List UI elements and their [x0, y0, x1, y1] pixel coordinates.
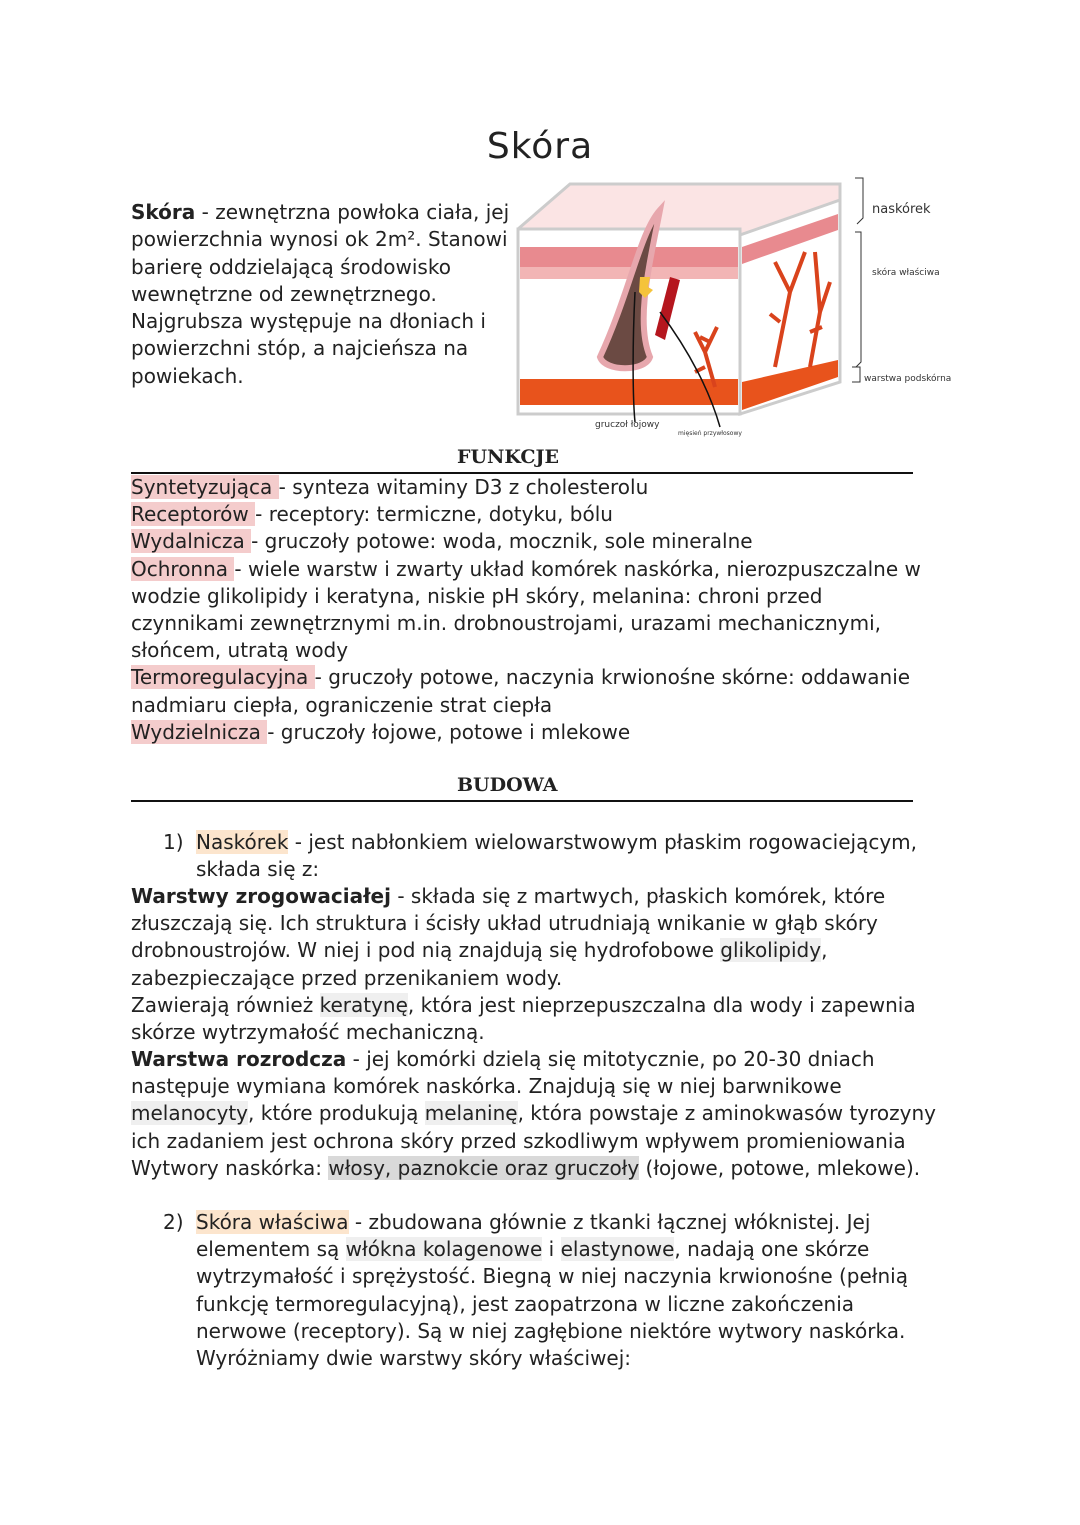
function-desc: - wiele warstw i zwarty układ komórek naskórka, nierozpuszczalne w wodzie glikolipidy i keratyna, niskie pH skóry, melanina: chroni przed czynnikami zewnętrznymi m.in. drobnoustrojami, urazami mechanicznymi, słońcem, utratą wody	[131, 556, 921, 663]
label-sebaceous-gland: gruczoł łojowy	[595, 420, 660, 430]
function-item	[131, 556, 941, 665]
function-item	[131, 664, 941, 718]
text: - zbudowana głównie z tkanki łącznej włóknistej. Jej elementem są	[196, 1210, 871, 1262]
intro-term: Skóra	[131, 200, 196, 224]
highlight: keratynę	[319, 992, 408, 1017]
function-name: Wydzielnicza	[131, 719, 268, 744]
function-name: Termoregulacyjna	[131, 665, 315, 690]
highlight: włosy, paznokcie oraz gruczoły	[328, 1155, 640, 1180]
function-name: Receptorów	[131, 502, 256, 527]
function-desc: - gruczoły łojowe, potowe i mlekowe	[267, 719, 631, 744]
function-name: Syntetyzująca	[131, 475, 279, 499]
text: Wytwory naskórka:	[131, 1155, 329, 1180]
function-desc: - gruczoły potowe: woda, mocznik, sole mineralne	[251, 529, 753, 554]
epidermis-text: - jest nabłonkiem wielowarstwowym płaskim rogowaciejącym, składa się z:	[196, 830, 918, 882]
text: , zabezpieczające przed przenikaniem wody.	[131, 938, 828, 990]
epidermis-item	[196, 829, 956, 883]
text: i	[542, 1237, 561, 1262]
text: , nadają one skórze wytrzymałość i sprężystość. Biegną w niej naczynia krwionośne (pełnią funkcję termoregulacyjną), jest zaopatrzona w liczne zakończenia nerwowe (receptory). Są w niej zagłębione niektóre wytwory naskórka. Wyróżniamy dwie warstwy skóry właściwej:	[196, 1237, 908, 1371]
list-number-1: 1)	[163, 830, 184, 854]
dermis-term: Skóra właściwa	[196, 1210, 349, 1234]
skin-diagram	[510, 172, 960, 442]
highlight: elastynowe	[560, 1237, 675, 1262]
list-number-2: 2)	[163, 1210, 184, 1234]
function-item	[131, 528, 941, 555]
functions-heading: FUNKCJE	[131, 448, 913, 474]
basal-layer-term: Warstwa rozrodcza	[131, 1047, 347, 1071]
text: , która powstaje z aminokwasów tyrozyny ich zadaniem jest ochrona skóry przed szkodliwym wpływem promieniowania	[131, 1101, 936, 1153]
text: , które produkują	[248, 1101, 425, 1126]
intro-paragraph	[131, 199, 511, 390]
function-desc: - receptory: termiczne, dotyku, bólu	[255, 502, 613, 527]
structure-heading: BUDOWA	[131, 776, 913, 802]
highlight: melanocyty	[131, 1101, 249, 1126]
intro-text: - zewnętrzna powłoka ciała, jej powierzchnia wynosi ok 2m². Stanowi barierę oddzielającą środowisko wewnętrzne od zewnętrznego. Najgrubsza występuje na dłoniach i powierzchni stóp, a najcieńsza na powiekach.	[131, 200, 510, 388]
function-desc: - synteza witaminy D3 z cholesterolu	[278, 475, 649, 499]
horny-layer-term: Warstwy zrogowaciałej	[131, 884, 391, 908]
highlight: melaninę	[424, 1101, 518, 1126]
function-item	[131, 501, 941, 528]
text: - jej komórki dzielą się mitotycznie, po 20-30 dniach następuje wymiana komórek naskórka. Znajdują się w niej barwnikowe	[131, 1047, 875, 1099]
text: Zawierają również	[131, 992, 320, 1017]
epidermis-term: Naskórek	[196, 830, 289, 854]
basal-layer-paragraph	[131, 1046, 951, 1182]
function-desc: - gruczoły potowe, naczynia krwionośne skórne: oddawanie nadmiaru ciepła, ograniczenie strat ciepła	[131, 665, 911, 717]
text: , która jest nieprzepuszczalna dla wody i zapewnia skórze wytrzymałość mechaniczną.	[131, 992, 916, 1045]
highlight: glikolipidy	[720, 938, 822, 963]
page-title: Skóra	[486, 126, 594, 167]
text: - składa się z martwych, płaskich komórek, które złuszczają się. Ich struktura i ścisły układ utrudniają wnikanie w głąb skóry drobnoustrojów. W niej i pod nią znajdują się hydrofobowe	[131, 884, 886, 963]
function-item	[131, 719, 941, 746]
text: (łojowe, potowe, mlekowe).	[639, 1155, 921, 1180]
label-epidermis: naskórek	[872, 202, 931, 217]
dermis-item	[196, 1209, 936, 1372]
function-item	[131, 474, 941, 501]
horny-layer-paragraph	[131, 883, 951, 1046]
highlight: włókna kolagenowe	[345, 1237, 543, 1262]
label-dermis: skóra właściwa	[872, 268, 940, 278]
function-name: Ochronna	[131, 556, 235, 581]
label-hypodermis: warstwa podskórna	[864, 374, 952, 384]
functions-list	[131, 474, 941, 746]
function-name: Wydalnicza	[131, 529, 252, 554]
label-arrector-muscle: mięsień przywłosowy	[678, 430, 742, 437]
